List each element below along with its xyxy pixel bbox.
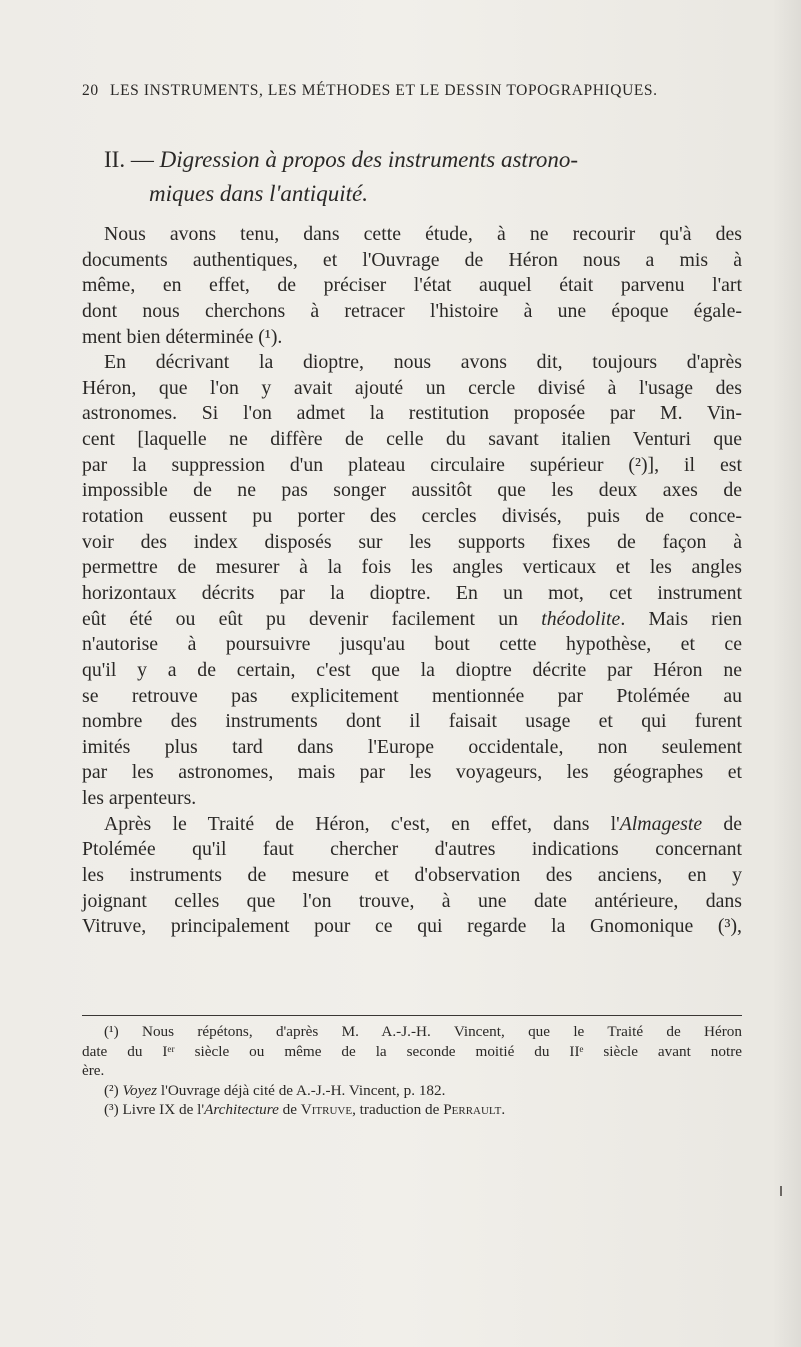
- text-line: par les astronomes, mais par les voyageurs, les géographes et: [82, 761, 742, 784]
- italic-term-theodolite: théodolite: [541, 607, 621, 630]
- text-line: En décrivant la dioptre, nous avons dit, toujours d'après: [104, 351, 742, 374]
- section-title-part-2: miques dans l'antiquité.: [149, 181, 368, 206]
- text-line: joignant celles que l'on trouve, à une date antérieure, dans: [82, 889, 742, 912]
- footnote-text: .: [501, 1101, 506, 1118]
- text-segment: Après le Traité de Héron, c'est, en effet, dans l': [104, 812, 620, 835]
- footnotes: [82, 1022, 742, 1120]
- text-line: les arpenteurs.: [82, 787, 197, 810]
- text-line: [82, 607, 742, 633]
- text-line: imités plus tard dans l'Europe occidentale, non seulement: [82, 735, 742, 758]
- text-segment: . Mais rien: [620, 607, 742, 630]
- text-line: voir des index disposés sur les supports fixes de façon à: [82, 530, 742, 553]
- footnote-text: l'Ouvrage déjà cité de A.-J.-H. Vincent, p. 182.: [157, 1081, 446, 1099]
- footnote-1-line: (¹) Nous répétons, d'après M. A.-J.-H. Vincent, que le Traité de Héron: [104, 1023, 742, 1040]
- footnote-rule: [82, 1015, 742, 1016]
- running-head: [82, 82, 742, 100]
- text-line: [82, 812, 742, 838]
- page-gutter-shadow: [773, 0, 801, 1347]
- footnote-author: Vitruve: [300, 1101, 353, 1118]
- text-line: documents authentiques, et l'Ouvrage de Héron nous a mis à: [82, 248, 742, 271]
- text-segment: eût été ou eût pu devenir facilement un: [82, 607, 518, 630]
- text-line: rotation eussent pu porter des cercles divisés, puis de conce-: [82, 505, 742, 528]
- section-heading: [82, 143, 742, 211]
- footnote-mark: (²): [104, 1081, 123, 1099]
- section-heading-line-1: [82, 143, 742, 177]
- text-line: par la suppression d'un plateau circulaire supérieur (²)], il est: [82, 453, 742, 476]
- text-line: se retrouve pas explicitement mentionnée par Ptolémée au: [82, 684, 742, 707]
- footnote-translator: Perrault: [443, 1101, 502, 1118]
- footnote-1-line: date du Iᵉʳ siècle ou même de la seconde moitié du IIᵉ siècle avant notre: [82, 1042, 742, 1060]
- text-line: dont nous cherchons à retracer l'histoire à une époque égale-: [82, 299, 742, 322]
- text-line: horizontaux décrits par la dioptre. En un mot, cet instrument: [82, 581, 742, 604]
- page-number: 20: [82, 82, 99, 99]
- footnote-text: , traduction de: [352, 1101, 444, 1118]
- text-line: Vitruve, principalement pour ce qui regarde la Gnomonique (³),: [82, 915, 742, 938]
- footnote-text: de: [278, 1101, 301, 1118]
- footnote-2: [82, 1081, 742, 1101]
- text-line: Ptolémée qu'il faut chercher d'autres indications concernant: [82, 838, 742, 861]
- footnote-italic: Voyez: [122, 1081, 158, 1099]
- text-line: n'autorise à poursuivre jusqu'au bout cette hypothèse, et ce: [82, 633, 742, 656]
- body-text: [82, 222, 742, 940]
- text-line: astronomes. Si l'on admet la restitution proposée par M. Vin-: [82, 402, 742, 425]
- footnote-1-line: ère.: [82, 1062, 105, 1079]
- text-line: les instruments de mesure et d'observation des anciens, en y: [82, 864, 742, 887]
- text-line: ment bien déterminée (¹).: [82, 325, 283, 348]
- section-title-part-1: Digression à propos des instruments astrono-: [159, 147, 579, 172]
- text-line: même, en effet, de préciser l'état auquel était parvenu l'art: [82, 274, 742, 297]
- text-line: cent [laquelle ne diffère de celle du savant italien Venturi que: [82, 428, 742, 451]
- text-line: qu'il y a de certain, c'est que la dioptre décrite par Héron ne: [82, 658, 742, 681]
- paper-speck: [780, 1186, 782, 1196]
- text-line: Héron, que l'on y avait ajouté un cercle divisé à l'usage des: [82, 376, 742, 399]
- italic-title-almageste: Almageste: [619, 812, 703, 835]
- text-line: Nous avons tenu, dans cette étude, à ne recourir qu'à des: [104, 223, 742, 245]
- running-head-title: LES INSTRUMENTS, LES MÉTHODES ET LE DESSIN TOPOGRAPHIQUES.: [110, 82, 658, 99]
- text-line: impossible de ne pas songer aussitôt que les deux axes de: [82, 479, 742, 502]
- text-segment: de: [702, 812, 742, 835]
- footnote-text: (³) Livre IX de l': [104, 1101, 205, 1118]
- text-line: nombre des instruments dont il faisait usage et qui furent: [82, 710, 742, 733]
- text-line: permettre de mesurer à la fois les angles verticaux et les angles: [82, 556, 742, 579]
- section-number: II. —: [104, 147, 160, 172]
- footnote-italic: Architecture: [204, 1101, 279, 1118]
- footnote-3: [82, 1100, 742, 1120]
